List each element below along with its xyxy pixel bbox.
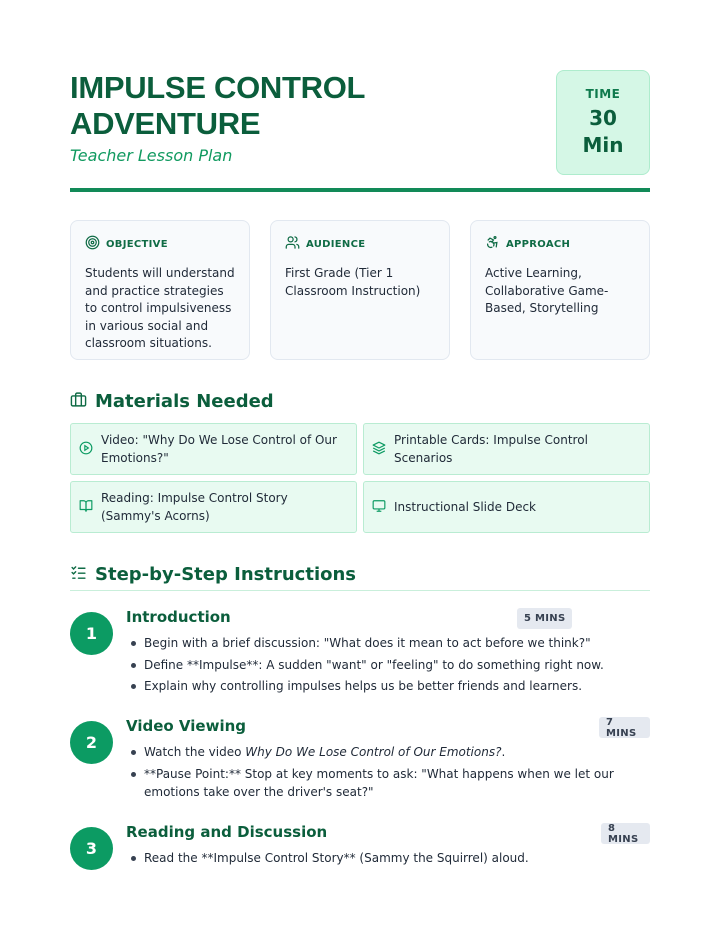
list-item xyxy=(126,743,646,761)
approach-title: APPROACH xyxy=(506,239,571,250)
list-item: Read the **Impulse Control Story** (Sammy the Squirrel) aloud. xyxy=(126,849,646,867)
material-label: Video: "Why Do We Lose Control of Our Emotions?" xyxy=(101,433,337,465)
step-title: Video Viewing xyxy=(126,717,246,735)
section-divider xyxy=(70,590,650,591)
header xyxy=(70,70,650,190)
monitor-icon xyxy=(372,498,386,517)
material-label: Reading: Impulse Control Story (Sammy's Acorns) xyxy=(101,491,288,523)
objective-text: Students will understand and practice strategies to control impulsiveness in various social and classroom situations. xyxy=(85,266,235,351)
material-label: Printable Cards: Impulse Control Scenarios xyxy=(394,433,588,465)
approach-card xyxy=(470,220,650,360)
instructions-heading xyxy=(70,564,356,585)
objective-title: OBJECTIVE xyxy=(106,239,168,250)
step-bullets xyxy=(126,849,646,871)
duration-badge: 5 MINS xyxy=(517,608,572,629)
step-title: Introduction xyxy=(126,608,231,626)
duration-badge: 7 MINS xyxy=(599,717,650,738)
list-item: Explain why controlling impulses helps us be better friends and learners. xyxy=(126,677,646,695)
list-item: Define **Impulse**: A sudden "want" or "feeling" to do something right now. xyxy=(126,656,646,674)
step-title: Reading and Discussion xyxy=(126,823,328,841)
title-line-1: IMPULSE CONTROL xyxy=(70,70,366,105)
step-number: 3 xyxy=(70,827,113,870)
instructions-title: Step-by-Step Instructions xyxy=(95,564,357,585)
material-label: Instructional Slide Deck xyxy=(394,500,536,514)
time-box xyxy=(556,70,650,175)
time-value: 30 xyxy=(589,106,617,130)
bullet-suffix: . xyxy=(501,745,506,759)
video-title: Why Do We Lose Control of Our Emotions? xyxy=(245,745,502,759)
audience-text: First Grade (Tier 1 Classroom Instruction) xyxy=(285,266,421,298)
step-number: 1 xyxy=(70,612,113,655)
briefcase-icon xyxy=(70,391,87,412)
play-circle-icon xyxy=(79,440,93,459)
time-unit: Min xyxy=(582,133,624,157)
accessibility-icon xyxy=(485,235,500,254)
materials-title: Materials Needed xyxy=(95,391,274,412)
layers-icon xyxy=(372,440,386,459)
header-divider xyxy=(70,188,650,192)
audience-card xyxy=(270,220,450,360)
material-item xyxy=(70,423,357,475)
step-bullets xyxy=(126,634,646,699)
page-subtitle: Teacher Lesson Plan xyxy=(70,146,233,165)
approach-text: Active Learning, Collaborative Game-Based, Storytelling xyxy=(485,266,609,316)
list-item: Begin with a brief discussion: "What does it mean to act before we think?" xyxy=(126,634,646,652)
step-bullets xyxy=(126,743,646,804)
book-open-icon xyxy=(79,498,93,517)
step-number: 2 xyxy=(70,721,113,764)
bullet-prefix: Watch the video xyxy=(144,745,246,759)
material-item xyxy=(363,423,650,475)
duration-badge: 8 MINS xyxy=(601,823,650,844)
target-icon xyxy=(85,235,100,254)
info-cards xyxy=(70,220,650,360)
material-item xyxy=(70,481,357,533)
audience-title: AUDIENCE xyxy=(306,239,366,250)
material-item xyxy=(363,481,650,533)
time-label: TIME xyxy=(585,87,621,101)
users-icon xyxy=(285,235,300,254)
checklist-icon xyxy=(70,564,87,585)
objective-card xyxy=(70,220,250,360)
list-item: **Pause Point:** Stop at key moments to ask: "What happens when we let our emotions take over the driver's seat?" xyxy=(126,765,646,801)
materials-heading xyxy=(70,391,274,412)
title-line-2: ADVENTURE xyxy=(70,106,261,141)
